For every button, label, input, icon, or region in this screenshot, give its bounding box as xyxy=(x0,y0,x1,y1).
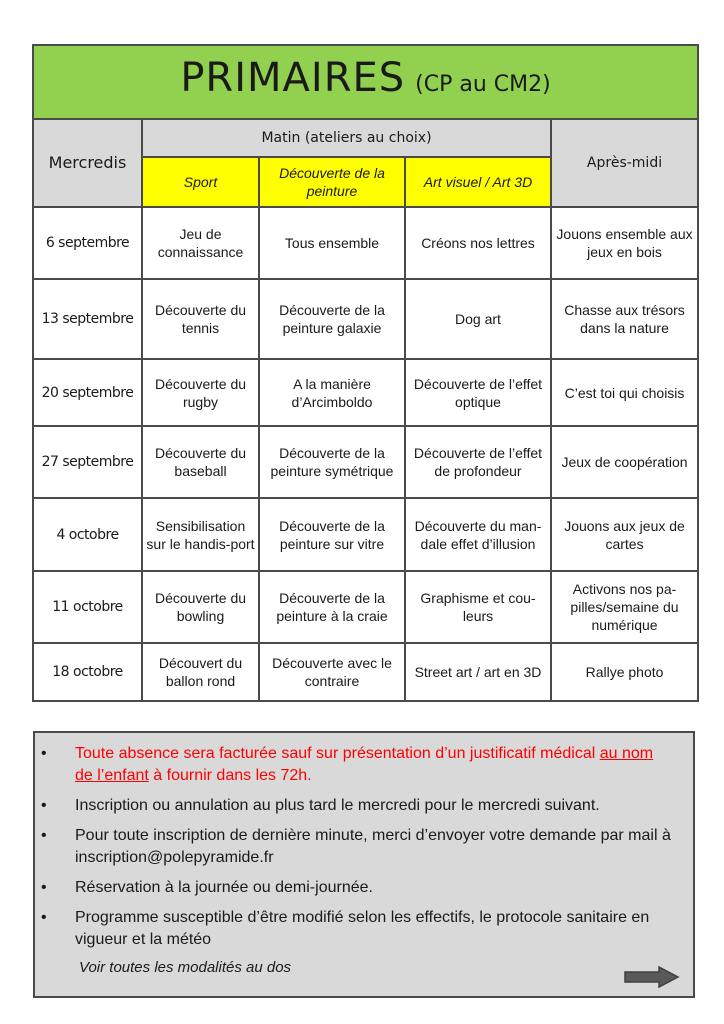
date-cell: 11 octobre xyxy=(33,571,142,643)
peinture-cell: Découverte de la peinture symétrique xyxy=(259,426,405,498)
note-reservation xyxy=(41,877,675,899)
date-cell: 27 septembre xyxy=(33,426,142,498)
note-inscription-text: Inscription ou annulation au plus tard le mercredi pour le mercredi suivant. xyxy=(75,797,600,814)
sport-cell: Jeu de connaissance xyxy=(142,207,259,279)
arrow-right-icon[interactable] xyxy=(623,965,681,989)
header-matin: Matin (ateliers au choix) xyxy=(142,119,551,157)
note-reservation-text: Réservation à la journée ou demi-journée. xyxy=(75,879,373,896)
sport-cell: Découverte du baseball xyxy=(142,426,259,498)
note-inscription xyxy=(41,795,675,817)
bullet: • xyxy=(41,827,47,844)
date-cell: 18 octobre xyxy=(33,643,142,701)
date-cell: 20 septembre xyxy=(33,359,142,426)
table-row xyxy=(33,498,698,571)
atelier-art: Art visuel / Art 3D xyxy=(405,157,551,207)
date-cell: 4 octobre xyxy=(33,498,142,571)
header-row xyxy=(33,119,698,157)
table-row xyxy=(33,359,698,426)
sport-cell: Sensibilisation sur le handis-port xyxy=(142,498,259,571)
apres-cell: Chasse aux trésors dans la nature xyxy=(551,279,698,359)
apres-cell: Rallye photo xyxy=(551,643,698,701)
table-row xyxy=(33,571,698,643)
atelier-sport: Sport xyxy=(142,157,259,207)
apres-cell: Jouons aux jeux de cartes xyxy=(551,498,698,571)
peinture-cell: Découverte de la peinture sur vitre xyxy=(259,498,405,571)
sport-cell: Découverte du tennis xyxy=(142,279,259,359)
art-cell: Graphisme et cou-leurs xyxy=(405,571,551,643)
atelier-peinture: Découverte de la peinture xyxy=(259,157,405,207)
note-programme-text: Programme susceptible d’être modifié selon les effectifs, le protocole sanitaire en vigueur et la météo xyxy=(75,909,650,948)
date-cell: 6 septembre xyxy=(33,207,142,279)
notes-box xyxy=(33,731,695,998)
schedule-table xyxy=(32,44,699,702)
art-cell: Créons nos lettres xyxy=(405,207,551,279)
apres-cell: C’est toi qui choisis xyxy=(551,359,698,426)
sport-cell: Découverte du rugby xyxy=(142,359,259,426)
peinture-cell: Découverte avec le contraire xyxy=(259,643,405,701)
title-sub: (CP au CM2) xyxy=(415,72,551,97)
art-cell: Découverte de l’effet optique xyxy=(405,359,551,426)
art-cell: Découverte de l’effet de profondeur xyxy=(405,426,551,498)
note-absence xyxy=(41,743,675,787)
note-programme xyxy=(41,907,675,951)
date-cell: 13 septembre xyxy=(33,279,142,359)
bullet: • xyxy=(41,797,47,814)
apres-cell: Jeux de coopération xyxy=(551,426,698,498)
header-apres-midi: Après-midi xyxy=(551,119,698,207)
page-title xyxy=(33,45,698,119)
note-last-minute xyxy=(41,825,675,869)
notes-list xyxy=(35,733,693,951)
peinture-cell: Découverte de la peinture à la craie xyxy=(259,571,405,643)
peinture-cell: Tous ensemble xyxy=(259,207,405,279)
art-cell: Découverte du man-dale effet d’illusion xyxy=(405,498,551,571)
bullet: • xyxy=(41,745,47,762)
art-cell: Street art / art en 3D xyxy=(405,643,551,701)
table-row xyxy=(33,279,698,359)
note-last-minute-text: Pour toute inscription de dernière minute, merci d’envoyer votre demande par mail à inscription@polepyramide.fr xyxy=(75,827,671,866)
note-absence-text: Toute absence sera facturée sauf sur présentation d’un justificatif médical xyxy=(75,745,600,762)
table-row xyxy=(33,643,698,701)
footer-text: Voir toutes les modalités au dos xyxy=(79,959,292,976)
title-row xyxy=(33,45,698,119)
peinture-cell: Découverte de la peinture galaxie xyxy=(259,279,405,359)
bullet: • xyxy=(41,879,47,896)
table-row xyxy=(33,207,698,279)
apres-cell: Jouons ensemble aux jeux en bois xyxy=(551,207,698,279)
sport-cell: Découverte du bowling xyxy=(142,571,259,643)
note-absence-end: à fournir dans les 72h. xyxy=(148,767,312,784)
header-mercredis: Mercredis xyxy=(33,119,142,207)
table-row xyxy=(33,426,698,498)
peinture-cell: A la manière d’Arcimboldo xyxy=(259,359,405,426)
apres-cell: Activons nos pa-pilles/semaine du numérique xyxy=(551,571,698,643)
art-cell: Dog art xyxy=(405,279,551,359)
sport-cell: Découvert du ballon rond xyxy=(142,643,259,701)
bullet: • xyxy=(41,909,47,926)
title-main: PRIMAIRES xyxy=(180,55,406,101)
note-absence-underline: au nom de l’enfant xyxy=(75,745,654,784)
